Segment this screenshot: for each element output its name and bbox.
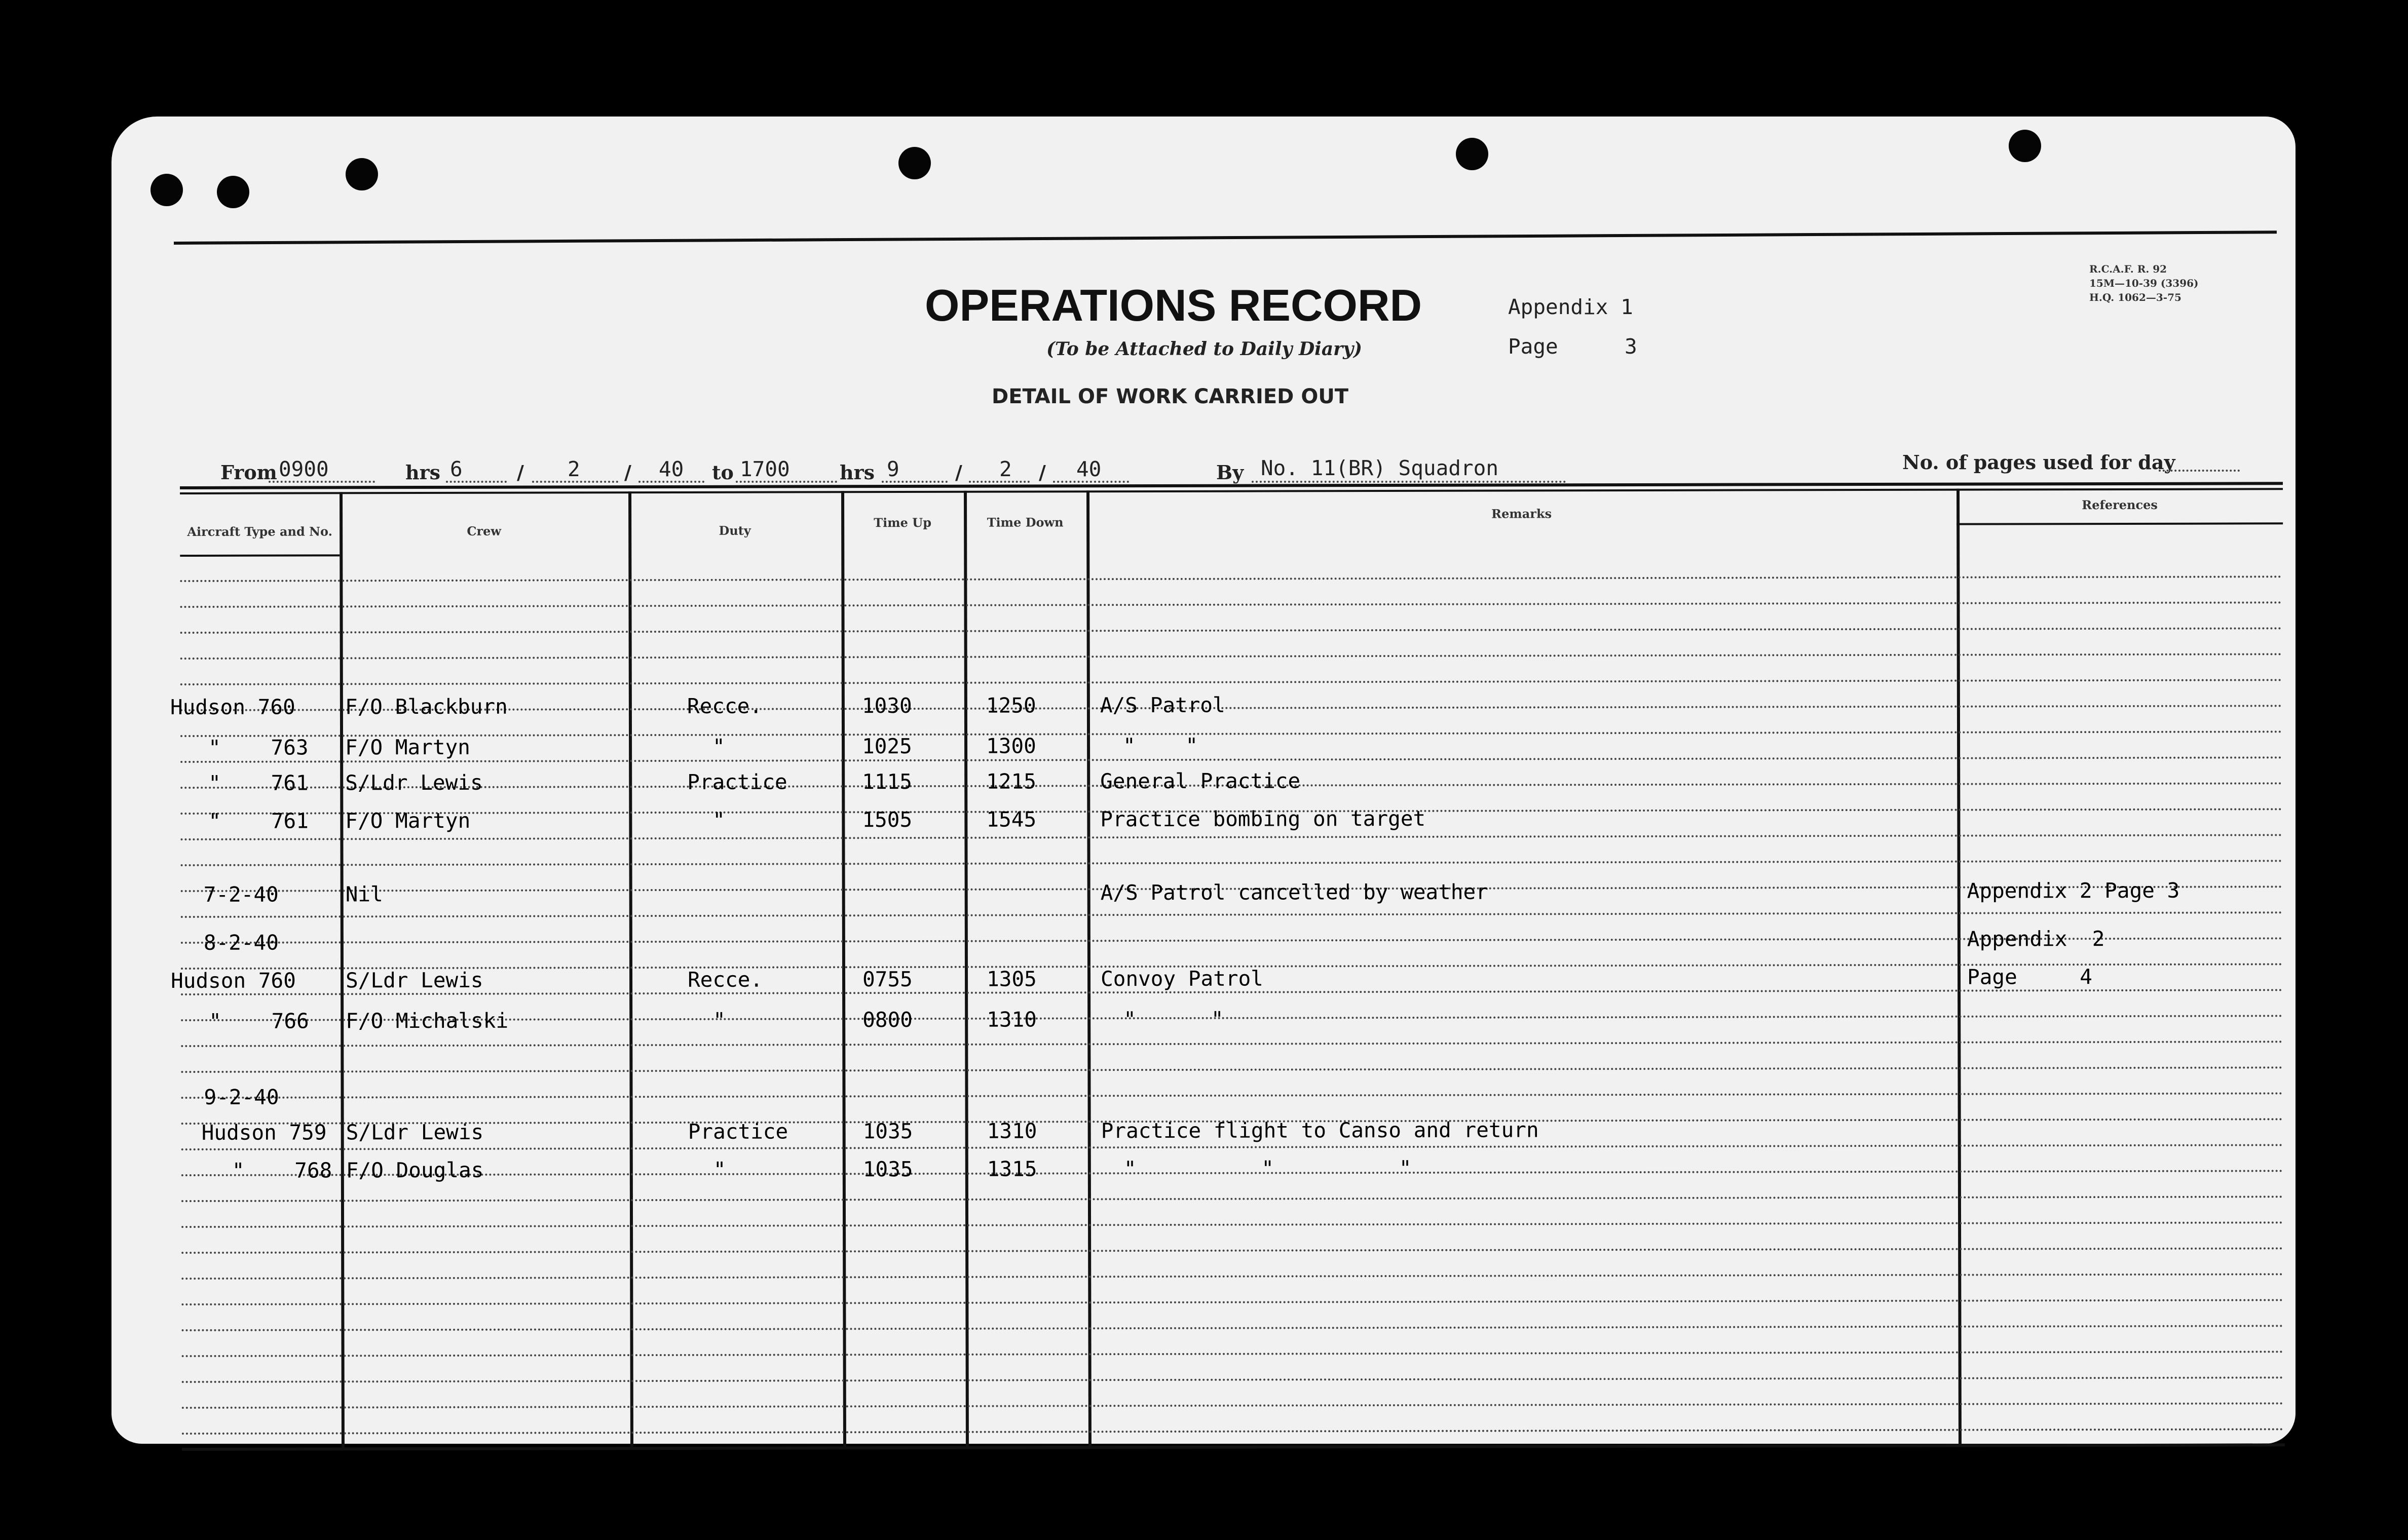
page-number: 3 bbox=[1625, 334, 1637, 359]
punch-hole bbox=[2009, 130, 2041, 162]
cell-crew: S/Ldr Lewis bbox=[345, 968, 483, 993]
column-header: Time Down bbox=[987, 515, 1064, 530]
top-rule bbox=[174, 230, 2277, 245]
cell-duty: Practice bbox=[688, 1119, 788, 1144]
from-year: 40 bbox=[659, 457, 684, 481]
cell-aircraft: " 768 bbox=[232, 1158, 332, 1183]
cell-up: 0800 bbox=[862, 1007, 913, 1032]
to-time: 1700 bbox=[740, 457, 790, 481]
cell-aircraft: Hudson 759 bbox=[201, 1120, 327, 1145]
cell-aircraft: " 766 bbox=[209, 1009, 309, 1033]
cell-ref: Appendix 2 bbox=[1967, 927, 2105, 951]
column-header: References bbox=[2082, 497, 2158, 513]
cell-up: 1505 bbox=[862, 807, 913, 832]
column-divider bbox=[340, 492, 345, 1449]
cell-remarks: Practice flight to Canso and return bbox=[1101, 1118, 1539, 1143]
cell-up: 0755 bbox=[862, 967, 913, 992]
cell-duty: Recce. bbox=[687, 694, 763, 718]
cell-up: 1025 bbox=[862, 734, 912, 759]
cell-crew: F/O Martyn bbox=[345, 735, 470, 760]
from-month: 2 bbox=[568, 457, 580, 481]
column-divider bbox=[628, 491, 633, 1449]
cell-crew: F/O Blackburn bbox=[345, 694, 508, 719]
cell-duty: Recce. bbox=[687, 967, 763, 992]
cell-crew: Nil bbox=[345, 882, 383, 907]
cell-duty: " bbox=[713, 1008, 726, 1032]
column-divider bbox=[841, 491, 846, 1448]
cell-remarks: A/S Patrol bbox=[1100, 692, 1225, 718]
punch-hole bbox=[1456, 138, 1488, 170]
punch-hole bbox=[898, 147, 931, 179]
cell-crew: F/O Douglas bbox=[346, 1158, 484, 1183]
cell-remarks: Practice bombing on target bbox=[1100, 806, 1426, 832]
cell-remarks: " " " bbox=[1123, 1156, 1412, 1181]
cell-down: 1300 bbox=[986, 734, 1036, 758]
record-card: R.C.A.F. R. 92 15M—10-39 (3396) H.Q. 1062—3-75 OPERATIONS RECORD (To be Attached to Daily Diary) DETAIL OF WORK CARRIED OUT Appendix 1 Page 3 From 0900 hrs 6 / 2 / 40 to 1700 hrs 9 / 2 / 40 By No. 11(BR) Squadron No. of pages used for day Aircraft Type and No. Crew Duty Time Up Time Down Remarks References Hudson 760 F/O Blackburn Recce. 1030 1250 A/S Patrol " 763 F/O Martyn " 1025 1300 " " " 761 S/Ldr Lewis Practice 1115 1215 General Practice " 761 F/O Martyn " 1505 1545 Practice bombing on target 7-2-40 Nil A/S Patrol cancelled by weather Appendix 2 Page 3 8-2-40 Appendix 2 Hudson 760 S/Ldr Lewis Recce. 0755 1305 Convoy Patrol Page 4 " 766 F/O Michalski " 0800 1310 " " 9-2-40 Hudson 759 S/Ldr Lewis Practice 1035 1310 Practice flight to Canso and return " 768 F/O Douglas " 1035 1315 " " " bbox=[111, 117, 2296, 1444]
to-label: to bbox=[712, 461, 734, 484]
cell-duty: " bbox=[712, 807, 726, 832]
from-time: 0900 bbox=[279, 457, 329, 481]
cell-aircraft: Hudson 760 bbox=[170, 695, 295, 720]
cell-ref: Page 4 bbox=[1967, 965, 2092, 989]
column-header: Duty bbox=[719, 523, 751, 538]
cell-up: 1035 bbox=[862, 1119, 913, 1144]
column-divider bbox=[1086, 490, 1092, 1448]
column-header: Remarks bbox=[1491, 506, 1552, 521]
cell-aircraft: Hudson 760 bbox=[170, 968, 296, 993]
cell-crew: F/O Michalski bbox=[346, 1008, 509, 1033]
from-label: From bbox=[220, 461, 277, 484]
page-subtitle: (To be Attached to Daily Diary) bbox=[1046, 338, 1363, 360]
cell-remarks: Convoy Patrol bbox=[1100, 966, 1263, 991]
column-header: Aircraft Type and No. bbox=[187, 524, 332, 539]
cell-aircraft: " 761 bbox=[208, 808, 309, 833]
punch-hole bbox=[346, 158, 378, 190]
to-year: 40 bbox=[1076, 457, 1102, 481]
column-header: Time Up bbox=[874, 515, 932, 530]
column-divider bbox=[964, 491, 969, 1448]
detail-heading: DETAIL OF WORK CARRIED OUT bbox=[992, 385, 1349, 408]
pages-used-label: No. of pages used for day bbox=[1902, 451, 2175, 474]
hrs-label: hrs bbox=[405, 461, 441, 484]
squadron: No. 11(BR) Squadron bbox=[1261, 456, 1498, 480]
cell-duty: " bbox=[712, 734, 725, 759]
cell-remarks: " " bbox=[1123, 733, 1198, 758]
cell-down: 1310 bbox=[987, 1119, 1037, 1143]
column-header: Crew bbox=[467, 523, 502, 538]
punch-hole bbox=[217, 176, 249, 208]
cell-down: 1545 bbox=[986, 807, 1037, 832]
cell-crew: F/O Martyn bbox=[345, 808, 471, 833]
work-table bbox=[170, 482, 2285, 1446]
cell-duty: Practice bbox=[687, 769, 787, 794]
column-divider bbox=[1956, 489, 1962, 1446]
cell-up: 1035 bbox=[862, 1157, 913, 1182]
form-code: R.C.A.F. R. 92 15M—10-39 (3396) H.Q. 1062—3-75 bbox=[2089, 263, 2199, 303]
page-title: OPERATIONS RECORD bbox=[925, 280, 1422, 330]
page-label: Page bbox=[1508, 334, 1558, 359]
cell-aircraft: 9-2-40 bbox=[204, 1085, 279, 1109]
by-label: By bbox=[1216, 461, 1244, 484]
cell-down: 1215 bbox=[986, 769, 1037, 794]
cell-down: 1305 bbox=[986, 967, 1037, 991]
cell-duty: " bbox=[713, 1157, 726, 1182]
cell-aircraft: " 761 bbox=[208, 771, 309, 795]
cell-ref: Appendix 2 Page 3 bbox=[1967, 878, 2180, 903]
cell-up: 1030 bbox=[861, 693, 912, 718]
cell-crew: S/Ldr Lewis bbox=[346, 1120, 484, 1145]
to-day: 9 bbox=[887, 457, 899, 481]
cell-down: 1315 bbox=[987, 1157, 1037, 1181]
appendix-label: Appendix 1 bbox=[1508, 295, 1633, 319]
from-day: 6 bbox=[450, 457, 463, 481]
cell-remarks: A/S Patrol cancelled by weather bbox=[1100, 879, 1488, 905]
punch-hole bbox=[150, 174, 183, 206]
cell-down: 1250 bbox=[986, 693, 1036, 718]
cell-aircraft: 8-2-40 bbox=[203, 930, 279, 955]
cell-remarks: General Practice bbox=[1100, 768, 1301, 794]
cell-aircraft: " 763 bbox=[208, 735, 309, 760]
cell-up: 1115 bbox=[862, 769, 913, 794]
to-month: 2 bbox=[999, 457, 1012, 481]
cell-aircraft: 7-2-40 bbox=[203, 882, 279, 907]
cell-crew: S/Ldr Lewis bbox=[345, 770, 483, 795]
cell-remarks: " " bbox=[1123, 1007, 1224, 1032]
cell-down: 1310 bbox=[987, 1007, 1037, 1032]
